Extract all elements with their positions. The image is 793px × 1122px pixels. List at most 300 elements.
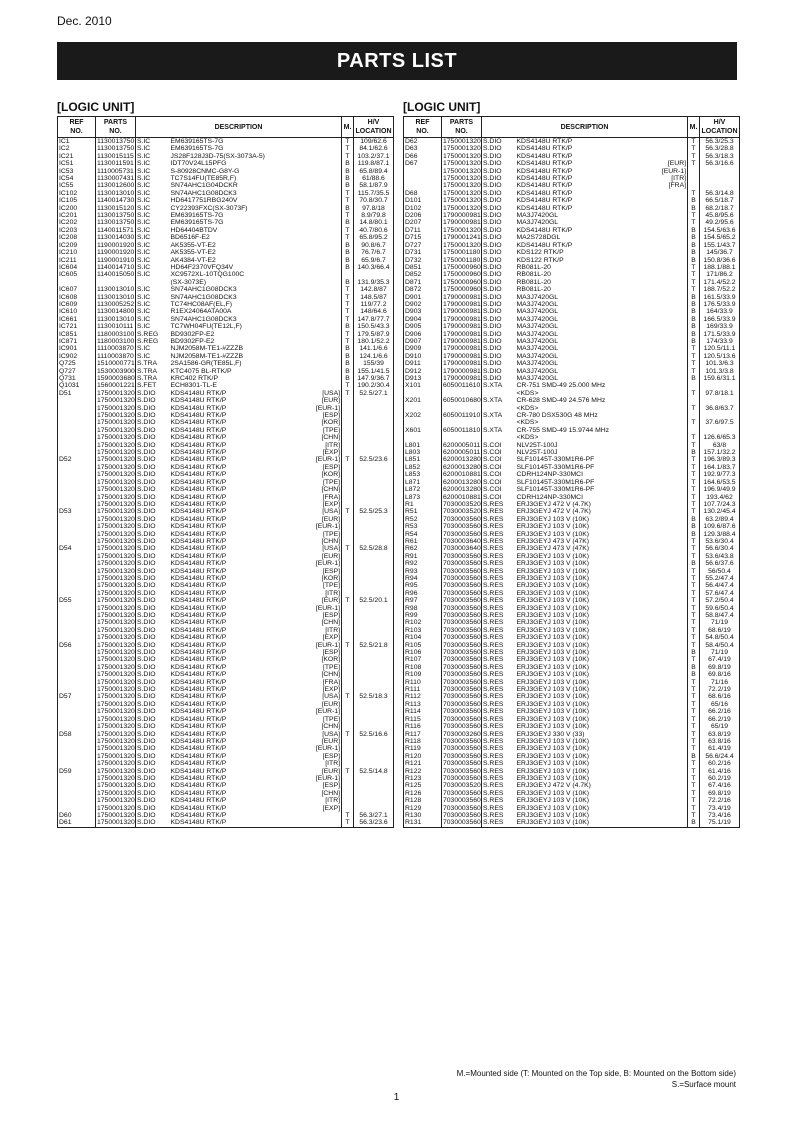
- version-tag: [USA]: [322, 545, 340, 553]
- part-number-cell: 7030003560: [443, 626, 481, 634]
- table-row: [404, 553, 740, 560]
- version-tag: [682, 494, 686, 501]
- type-cell: S.DIO: [136, 819, 170, 827]
- part-number-cell: 7030003560: [443, 737, 481, 745]
- type-cell: S.DIO: [137, 604, 156, 612]
- description-cell: [516, 345, 688, 352]
- version-tag: [EUR]: [667, 160, 686, 168]
- description-text: KDS4148U RTK/P: [516, 138, 573, 145]
- location-cell: [354, 679, 394, 686]
- type-cell: S.RES: [483, 715, 504, 723]
- part-number-cell: 1790000981: [443, 315, 481, 323]
- location-cell: [354, 271, 394, 278]
- type-cell: S.XTA: [483, 382, 503, 390]
- location-cell: [354, 753, 394, 760]
- type-cell: S.DIO: [137, 419, 156, 427]
- description-cell: [170, 768, 342, 775]
- table-row: [404, 812, 740, 819]
- type-cell: S.RES: [483, 589, 504, 597]
- ref-cell: [58, 464, 96, 471]
- version-tag: [682, 805, 686, 812]
- type-cell: S.DIO: [137, 671, 156, 679]
- version-tag: [682, 353, 686, 360]
- location-cell: 192.9/77.3: [700, 471, 740, 478]
- version-tag: [682, 449, 686, 456]
- part-number-cell: 1750001320: [443, 152, 481, 160]
- description-cell: [170, 390, 342, 397]
- part-number-cell: 1750001320: [97, 767, 135, 775]
- location-cell: [354, 575, 394, 582]
- description-text: KDS4148U RTK/P: [516, 167, 573, 175]
- ref-cell: R119: [404, 745, 442, 752]
- type-cell: [482, 405, 516, 412]
- version-tag: [682, 508, 686, 515]
- location-cell: 54.8/50.4: [700, 634, 740, 641]
- part-number-cell: 1750001320: [443, 204, 481, 212]
- table-row: [404, 286, 740, 293]
- version-tag: [682, 153, 686, 160]
- mounted-side-cell: [342, 723, 354, 730]
- version-tag: [USA]: [322, 730, 340, 738]
- table-row: [404, 449, 740, 456]
- type-cell: S.IC: [137, 241, 151, 249]
- table-row: [58, 353, 394, 360]
- description-cell: [170, 508, 342, 515]
- type-cell: S.DIO: [483, 189, 502, 197]
- mounted-side-cell: B: [342, 368, 354, 375]
- version-tag: [682, 345, 686, 352]
- ref-cell: D732: [404, 257, 442, 264]
- description-text: KDS122 RTK/P: [516, 249, 564, 257]
- description-text: KDS4148U RTK/P: [170, 767, 227, 775]
- mounted-side-cell: T: [342, 234, 354, 241]
- mounted-side-cell: T: [688, 716, 700, 723]
- table-row: [58, 523, 394, 530]
- version-tag: [336, 160, 340, 167]
- part-number-cell: 7030003560: [443, 760, 481, 768]
- location-cell: 109.6/87.6: [700, 523, 740, 530]
- location-cell: 164.1/83.7: [700, 464, 740, 471]
- mounted-side-cell: T: [688, 494, 700, 501]
- ref-cell: D902: [404, 301, 442, 308]
- ref-cell: D101: [404, 197, 442, 204]
- mounted-side-cell: T: [342, 508, 354, 515]
- type-cell: S.DIO: [483, 197, 502, 205]
- location-cell: 159.6/31.1: [700, 375, 740, 382]
- ref-cell: R122: [404, 768, 442, 775]
- mounted-side-cell: B: [342, 353, 354, 360]
- mounted-side-cell: T: [688, 456, 700, 463]
- type-cell: S.DIO: [137, 478, 156, 486]
- description-text: SN74AHC1G08DCK3: [170, 293, 237, 301]
- description-cell: [516, 286, 688, 293]
- table-row: [58, 382, 394, 389]
- mounted-side-cell: T: [688, 390, 700, 397]
- table-row: [58, 168, 394, 175]
- mounted-side-cell: B: [342, 182, 354, 189]
- mounted-side-cell: B: [688, 308, 700, 315]
- type-cell: S.DIO: [483, 337, 502, 345]
- location-cell: 52.5/14.8: [354, 768, 394, 775]
- ref-cell: D58: [58, 731, 96, 738]
- version-tag: [336, 375, 340, 382]
- version-tag: [EUR-1]: [315, 708, 340, 716]
- ref-cell: [58, 671, 96, 678]
- type-cell: S.DIO: [137, 634, 156, 642]
- mounted-side-cell: [342, 568, 354, 575]
- description-cell: [516, 560, 688, 567]
- table-row: [58, 642, 394, 649]
- description-text: EM639165TS-7G: [170, 219, 224, 227]
- table-row: [58, 471, 394, 478]
- part-number-cell: 1790000981: [443, 360, 481, 368]
- location-cell: [354, 782, 394, 789]
- description-text: CDRH124NP-330MCI: [516, 493, 583, 501]
- description-cell: [516, 664, 688, 671]
- location-cell: 124.1/6.6: [354, 353, 394, 360]
- table-row: [404, 494, 740, 501]
- version-tag: [ITR]: [325, 589, 340, 597]
- version-tag: [682, 819, 686, 826]
- type-cell: S.IC: [137, 204, 151, 212]
- mounted-side-cell: T: [688, 508, 700, 515]
- part-number-cell: 1750001320: [97, 412, 135, 420]
- table-row: [58, 197, 394, 204]
- mounted-side-cell: B: [688, 294, 700, 301]
- type-cell: S.DIO: [137, 456, 156, 464]
- ref-cell: [58, 797, 96, 804]
- left-column: [57, 100, 394, 828]
- description-text: KDS4148U RTK/P: [170, 471, 227, 479]
- location-cell: 63.8/19: [700, 731, 740, 738]
- mounted-side-cell: B: [688, 671, 700, 678]
- ref-cell: [58, 501, 96, 508]
- description-cell: [170, 486, 342, 493]
- table-row: [58, 249, 394, 256]
- table-row: [58, 390, 394, 397]
- location-cell: 90.8/6.7: [354, 242, 394, 249]
- type-cell: S.DIO: [137, 471, 156, 479]
- part-number-cell: 1750001320: [97, 612, 135, 619]
- table-row: [404, 338, 740, 345]
- mounted-side-cell: [342, 664, 354, 671]
- ref-cell: IC661: [58, 316, 96, 323]
- type-cell: S.IC: [137, 352, 151, 360]
- description-text: KRC402 RTK/P: [170, 375, 218, 382]
- type-cell: S.IC: [137, 138, 151, 145]
- version-tag: [336, 138, 340, 145]
- table-row: [404, 619, 740, 626]
- type-cell: [482, 390, 516, 397]
- type-cell: S.RES: [483, 634, 504, 642]
- version-tag: [EUR-1]: [315, 560, 340, 568]
- part-number-cell: 1750001320: [443, 241, 481, 249]
- type-cell: S.DIO: [483, 345, 502, 353]
- description-text: HD64404BTDV: [170, 226, 218, 234]
- table-row: [58, 331, 394, 338]
- version-tag: [682, 634, 686, 641]
- type-cell: S.RES: [483, 552, 504, 560]
- location-cell: [354, 397, 394, 404]
- table-row: [404, 716, 740, 723]
- type-cell: S.DIO: [483, 175, 502, 183]
- description-text: MA3J7420GL: [516, 367, 559, 375]
- description-cell: [516, 545, 688, 552]
- ref-cell: IC200: [58, 205, 96, 212]
- table-row: [58, 671, 394, 678]
- location-cell: 196.9/49.9: [700, 486, 740, 493]
- type-cell: S.DIO: [137, 463, 156, 471]
- description-cell: [516, 145, 688, 152]
- table-row: [58, 271, 394, 278]
- table-row: [404, 160, 740, 167]
- table-row: [58, 205, 394, 212]
- ref-cell: D852: [404, 271, 442, 278]
- mounted-side-cell: T: [688, 612, 700, 619]
- description-cell: [516, 227, 688, 234]
- ref-cell: R117: [404, 731, 442, 738]
- version-tag: [CHN]: [321, 619, 340, 627]
- part-number-cell: 7030003520: [443, 782, 481, 790]
- description-text: KDS4148U RTK/P: [170, 523, 227, 531]
- description-text: KDS4148U RTK/P: [170, 397, 227, 405]
- description-text: KDS4148U RTK/P: [516, 197, 573, 205]
- part-number-cell: 1750001320: [97, 752, 135, 760]
- location-cell: [354, 582, 394, 589]
- type-cell: S.RES: [483, 649, 504, 657]
- section-title: [LOGIC UNIT]: [57, 100, 135, 114]
- description-text: KDS4148U RTK/P: [170, 530, 227, 538]
- version-tag: [336, 175, 340, 182]
- table-row: [404, 368, 740, 375]
- type-cell: S.RES: [483, 515, 504, 523]
- version-tag: [682, 582, 686, 589]
- part-number-cell: 1190001920: [97, 249, 135, 257]
- mounted-side-cell: [342, 590, 354, 597]
- ref-cell: R105: [404, 642, 442, 649]
- type-cell: S.XTA: [483, 426, 503, 434]
- ref-cell: [58, 590, 96, 597]
- part-number-cell: 1140015050: [97, 271, 135, 279]
- location-cell: 188.1/88.1: [700, 264, 740, 271]
- description-text: ERJ3GEYJ 103 V (10K): [516, 663, 590, 671]
- ref-cell: R121: [404, 760, 442, 767]
- location-cell: [354, 605, 394, 612]
- part-number-cell: 1130013750: [97, 138, 135, 145]
- location-cell: [354, 797, 394, 804]
- description-text: ERJ3GEYJ 103 V (10K): [516, 686, 590, 694]
- version-tag: [CHN]: [321, 537, 340, 545]
- description-cell: [170, 294, 342, 301]
- table-row: [58, 227, 394, 234]
- part-number-cell: 7030003260: [443, 730, 481, 738]
- location-cell: 97.8/18.1: [700, 390, 740, 397]
- mounted-side-cell: B: [688, 257, 700, 264]
- type-cell: S.DIO: [137, 619, 156, 627]
- description-text: KDS4148U RTK/P: [170, 486, 227, 494]
- description-cell: [516, 693, 688, 700]
- version-tag: [682, 375, 686, 382]
- description-text: RB081L-20: [516, 271, 551, 279]
- type-cell: S.IC: [137, 234, 151, 242]
- location-cell: 169/33.9: [700, 323, 740, 330]
- part-number-cell: 6200013280: [443, 463, 481, 471]
- ref-cell: IC203: [58, 227, 96, 234]
- table-row: [404, 568, 740, 575]
- table-row: [404, 442, 740, 449]
- description-cell: [516, 805, 688, 812]
- part-number-cell: 7030003560: [443, 612, 481, 619]
- mounted-side-cell: B: [688, 819, 700, 827]
- ref-cell: [58, 516, 96, 523]
- part-number-cell: 1190001910: [97, 256, 135, 264]
- location-cell: [354, 790, 394, 797]
- mounted-side-cell: [688, 175, 700, 182]
- type-cell: [482, 434, 516, 441]
- description-cell: [516, 375, 688, 382]
- mounted-side-cell: T: [688, 679, 700, 686]
- description-cell: [170, 138, 342, 146]
- version-tag: [682, 286, 686, 293]
- ref-cell: R120: [404, 753, 442, 760]
- part-number-cell: 7030003560: [443, 663, 481, 671]
- description-cell: [170, 701, 342, 708]
- part-number-cell: 7030003640: [443, 537, 481, 545]
- description-cell: [170, 627, 342, 634]
- description-text: KDS4148U RTK/P: [170, 574, 227, 582]
- table-row: [58, 360, 394, 367]
- description-text: KDS4148U RTK/P: [170, 619, 227, 627]
- version-tag: [336, 301, 340, 308]
- description-text: CR-751 SMD-49 25.000 MHz: [516, 382, 606, 390]
- location-cell: 67.4/19: [700, 656, 740, 663]
- description-text: KDS4148U RTK/P: [170, 508, 227, 516]
- description-cell: [170, 797, 342, 804]
- description-cell: [516, 819, 688, 827]
- type-cell: S.DIO: [137, 597, 156, 605]
- mounted-side-cell: B: [688, 249, 700, 256]
- version-tag: [336, 249, 340, 256]
- type-cell: S.IC: [137, 182, 151, 190]
- version-tag: [USA]: [322, 693, 340, 701]
- location-cell: 56.3/27.1: [354, 812, 394, 819]
- ref-cell: D67: [404, 160, 442, 167]
- mounted-side-cell: T: [342, 545, 354, 552]
- table-row: [404, 375, 740, 382]
- version-tag: [682, 301, 686, 308]
- description-cell: [170, 427, 342, 434]
- page-number: 1: [393, 1092, 400, 1103]
- version-tag: [682, 708, 686, 715]
- description-cell: [516, 397, 688, 404]
- description-text: MA3J7420GL: [516, 212, 559, 220]
- type-cell: S.DIO: [483, 241, 502, 249]
- mounted-side-cell: T: [342, 382, 354, 389]
- location-cell: [354, 434, 394, 441]
- type-cell: S.IC: [137, 160, 151, 168]
- part-number-cell: 1790000981: [443, 308, 481, 316]
- table-row: [58, 656, 394, 663]
- description-cell: [516, 760, 688, 767]
- table-row: [58, 464, 394, 471]
- version-tag: [682, 279, 686, 286]
- type-cell: S.DIO: [137, 567, 156, 575]
- description-text: ERJ3GEYJ 103 V (10K): [516, 649, 590, 657]
- description-text: ERJ3GEYJ 103 V (10K): [516, 819, 590, 827]
- version-tag: [336, 279, 340, 286]
- description-cell: [170, 234, 342, 241]
- location-cell: 61/88.6: [354, 175, 394, 182]
- mounted-side-cell: B: [342, 205, 354, 212]
- location-cell: 145/36.7: [700, 249, 740, 256]
- version-tag: [336, 197, 340, 204]
- location-cell: [354, 516, 394, 523]
- ref-cell: [58, 612, 96, 619]
- mounted-side-cell: [342, 442, 354, 449]
- part-number-cell: 1750001320: [97, 671, 135, 679]
- ref-cell: IC721: [58, 323, 96, 330]
- location-cell: 56.6/37.6: [700, 560, 740, 567]
- type-cell: S.IC: [137, 249, 151, 257]
- location-cell: 36.8/63.7: [700, 405, 740, 412]
- mounted-side-cell: [342, 531, 354, 538]
- part-number-cell: 1750001320: [97, 811, 135, 819]
- mounted-side-cell: B: [688, 338, 700, 345]
- mounted-side-cell: T: [688, 656, 700, 663]
- type-cell: S.RES: [483, 641, 504, 649]
- description-text: KTC4075 BL-RTK/P: [170, 367, 232, 375]
- description-cell: [516, 212, 688, 219]
- type-cell: S.DIO: [483, 263, 502, 271]
- part-number-cell: 7030003560: [443, 530, 481, 538]
- description-text: KDS4148U RTK/P: [170, 634, 227, 642]
- part-number-cell: 1750001320: [97, 515, 135, 523]
- location-cell: 161.5/33.9: [700, 294, 740, 301]
- type-cell: S.DIO: [483, 219, 502, 227]
- description-cell: [516, 605, 688, 612]
- mounted-side-cell: B: [342, 175, 354, 182]
- part-number-cell: 1750000960: [443, 271, 481, 279]
- location-cell: 171.5/33.9: [700, 331, 740, 338]
- table-row: [58, 479, 394, 486]
- description-cell: [170, 175, 342, 182]
- part-number-cell: 7030003560: [443, 804, 481, 812]
- description-cell: [170, 382, 342, 389]
- type-cell: S.RES: [483, 671, 504, 679]
- ref-cell: IC610: [58, 308, 96, 315]
- table-row: [58, 768, 394, 775]
- location-cell: 66.2/16: [700, 708, 740, 715]
- mounted-side-cell: T: [342, 308, 354, 315]
- page-title: PARTS LIST: [57, 42, 737, 80]
- description-cell: [516, 271, 688, 278]
- mounted-side-cell: T: [688, 745, 700, 752]
- version-tag: [682, 479, 686, 486]
- type-cell: S.DIO: [483, 152, 502, 160]
- description-cell: [516, 190, 688, 197]
- description-cell: [170, 182, 342, 189]
- description-text: AK4384-VT-E2: [170, 256, 216, 264]
- mounted-side-cell: [342, 582, 354, 589]
- location-cell: [700, 175, 740, 182]
- ref-cell: [404, 434, 442, 441]
- location-cell: 56.3/28.8: [700, 145, 740, 152]
- table-row: [404, 264, 740, 271]
- version-tag: [682, 619, 686, 626]
- mounted-side-cell: T: [342, 456, 354, 463]
- location-cell: 69.8/19: [700, 790, 740, 797]
- ref-cell: IC202: [58, 219, 96, 226]
